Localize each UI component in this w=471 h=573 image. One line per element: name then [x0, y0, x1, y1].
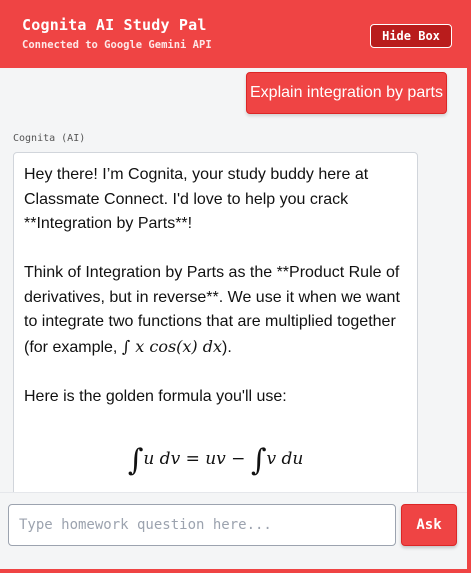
user-message: Explain integration by parts: [246, 72, 447, 114]
input-footer: [0, 492, 467, 570]
inline-math-example: ∫ x cos(x) dx: [121, 336, 223, 356]
chat-area[interactable]: [0, 68, 467, 492]
integral-sign-left: ∫: [127, 443, 144, 478]
ask-button[interactable]: Ask: [401, 504, 457, 546]
app-title: Cognita AI Study Pal: [22, 16, 207, 34]
connection-status: Connected to Google Gemini API: [22, 39, 212, 51]
hide-box-button[interactable]: Hide Box: [370, 24, 452, 48]
ai-sender-label: Cognita (AI): [13, 133, 86, 144]
ai-message: [13, 152, 418, 492]
question-input[interactable]: [8, 504, 396, 546]
integration-formula: [24, 443, 407, 478]
ai-paragraph-explanation-end: ).: [222, 338, 232, 356]
formula-lhs: u dv = uv −: [143, 449, 246, 469]
ai-paragraph-explanation: [24, 261, 407, 360]
formula-rhs: v du: [266, 449, 304, 469]
ai-paragraph-formula-intro: Here is the golden formula you'll use:: [24, 387, 287, 405]
ai-paragraph-intro: Hey there! I’m Cognita, your study buddy here at Classmate Connect. I'd love to help you crack **Integration by Parts**!: [24, 166, 369, 232]
panel-header: [0, 0, 467, 68]
ai-paragraph-explanation-text: Think of Integration by Parts as the **Product Rule of derivatives, but in reverse**. We use it when we want to integrate two functions that are multiplied together (for example,: [24, 264, 400, 356]
integral-sign-right: ∫: [250, 443, 267, 478]
